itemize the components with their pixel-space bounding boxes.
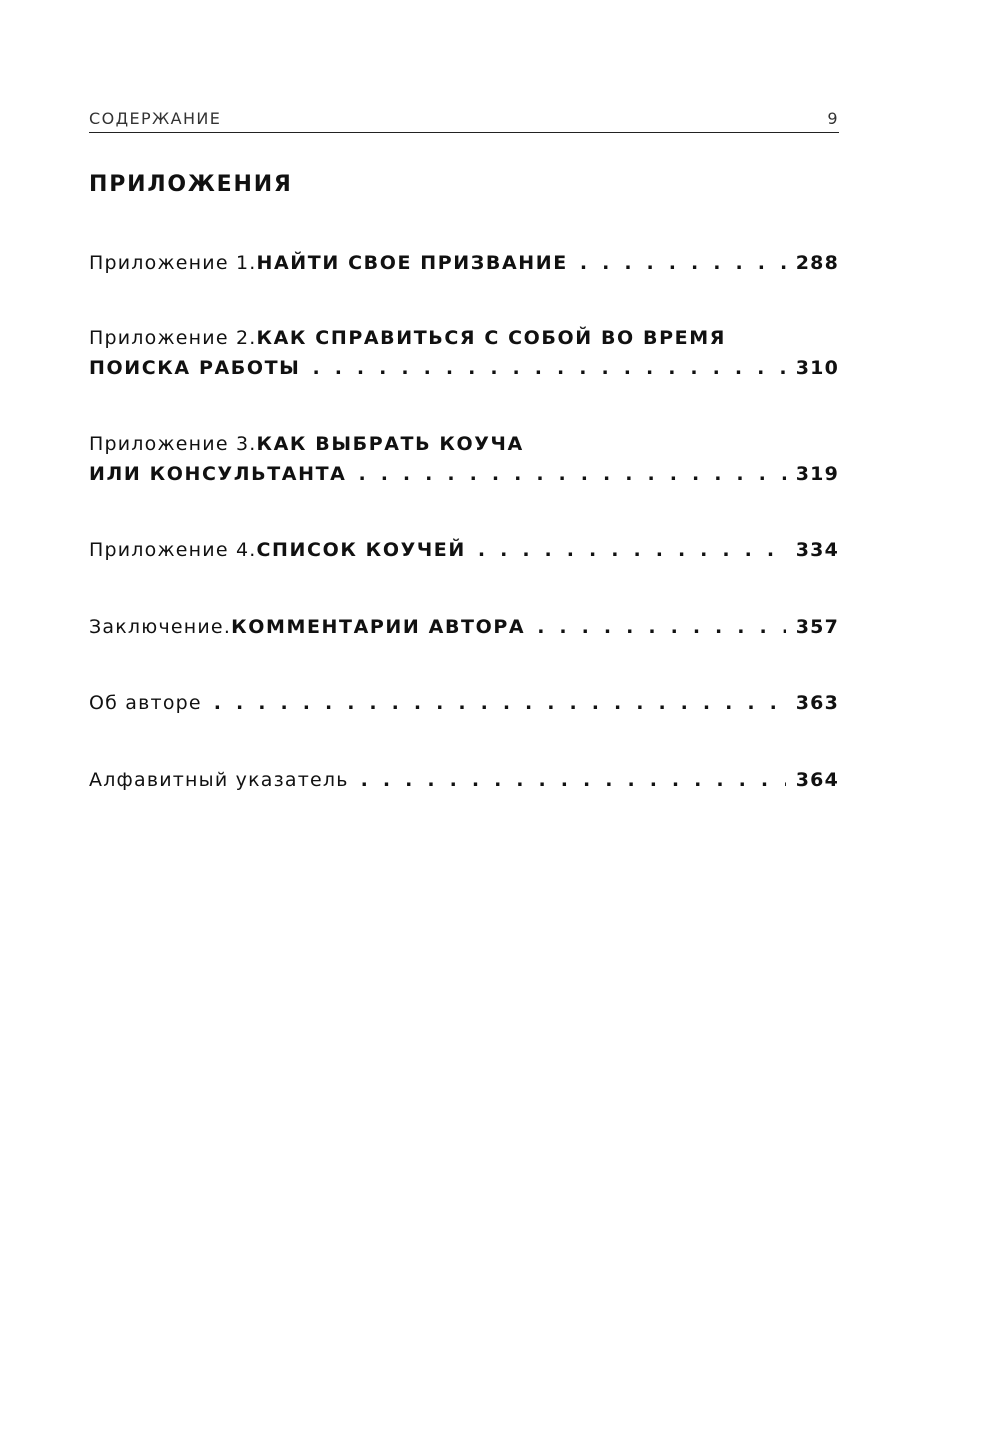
toc-entry-conclusion[interactable] — [89, 616, 839, 646]
toc-line — [89, 327, 839, 357]
toc-entry-page: 310 — [795, 357, 839, 379]
toc-entry-page: 364 — [795, 769, 839, 791]
toc-entry-index[interactable] — [89, 769, 839, 799]
dot-leader — [358, 463, 785, 485]
running-header — [89, 104, 839, 128]
toc-entry-page: 334 — [795, 539, 839, 561]
toc-line — [89, 616, 839, 646]
toc-line — [89, 769, 839, 799]
running-title: СОДЕРЖАНИЕ — [89, 109, 222, 128]
toc-entry-appendix-1[interactable] — [89, 252, 839, 282]
toc-entry-title: СПИСОК КОУЧЕЙ — [256, 539, 466, 561]
toc-entry-title-continued: ИЛИ КОНСУЛЬТАНТА — [89, 463, 347, 485]
toc-entry-prefix: Приложение 4. — [89, 539, 257, 561]
toc-line — [89, 357, 839, 387]
toc-line — [89, 252, 839, 282]
toc-entry-appendix-3[interactable] — [89, 433, 839, 493]
toc-entry-about-author[interactable] — [89, 692, 839, 722]
section-title: ПРИЛОЖЕНИЯ — [89, 172, 293, 197]
toc-entry-prefix: Приложение 3. — [89, 433, 257, 455]
toc-entry-title: КОММЕНТАРИИ АВТОРА — [231, 616, 526, 638]
dot-leader — [214, 692, 786, 714]
toc-entry-title-continued: ПОИСКА РАБОТЫ — [89, 357, 301, 379]
toc-entry-title: Алфавитный указатель — [89, 769, 349, 791]
toc-entry-title: КАК СПРАВИТЬСЯ С СОБОЙ ВО ВРЕМЯ — [256, 327, 726, 349]
toc-entry-prefix: Заключение. — [89, 616, 232, 638]
dot-leader — [478, 539, 786, 561]
header-rule — [89, 132, 839, 133]
toc-entry-title: НАЙТИ СВОЕ ПРИЗВАНИЕ — [256, 252, 568, 274]
toc-entry-page: 319 — [795, 463, 839, 485]
dot-leader — [312, 357, 785, 379]
page-number: 9 — [827, 109, 839, 128]
toc-entry-title: КАК ВЫБРАТЬ КОУЧА — [256, 433, 524, 455]
toc-entry-page: 288 — [795, 252, 839, 274]
toc-entry-appendix-2[interactable] — [89, 327, 839, 387]
toc-line — [89, 463, 839, 493]
dot-leader — [580, 252, 786, 274]
toc-line — [89, 692, 839, 722]
toc-entry-appendix-4[interactable] — [89, 539, 839, 569]
dot-leader — [537, 616, 786, 638]
toc-entry-page: 357 — [795, 616, 839, 638]
toc-entry-page: 363 — [795, 692, 839, 714]
toc-line — [89, 539, 839, 569]
toc-line — [89, 433, 839, 463]
toc-entry-title: Об авторе — [89, 692, 202, 714]
toc-entry-prefix: Приложение 1. — [89, 252, 257, 274]
toc-entry-prefix: Приложение 2. — [89, 327, 257, 349]
dot-leader — [361, 769, 786, 791]
